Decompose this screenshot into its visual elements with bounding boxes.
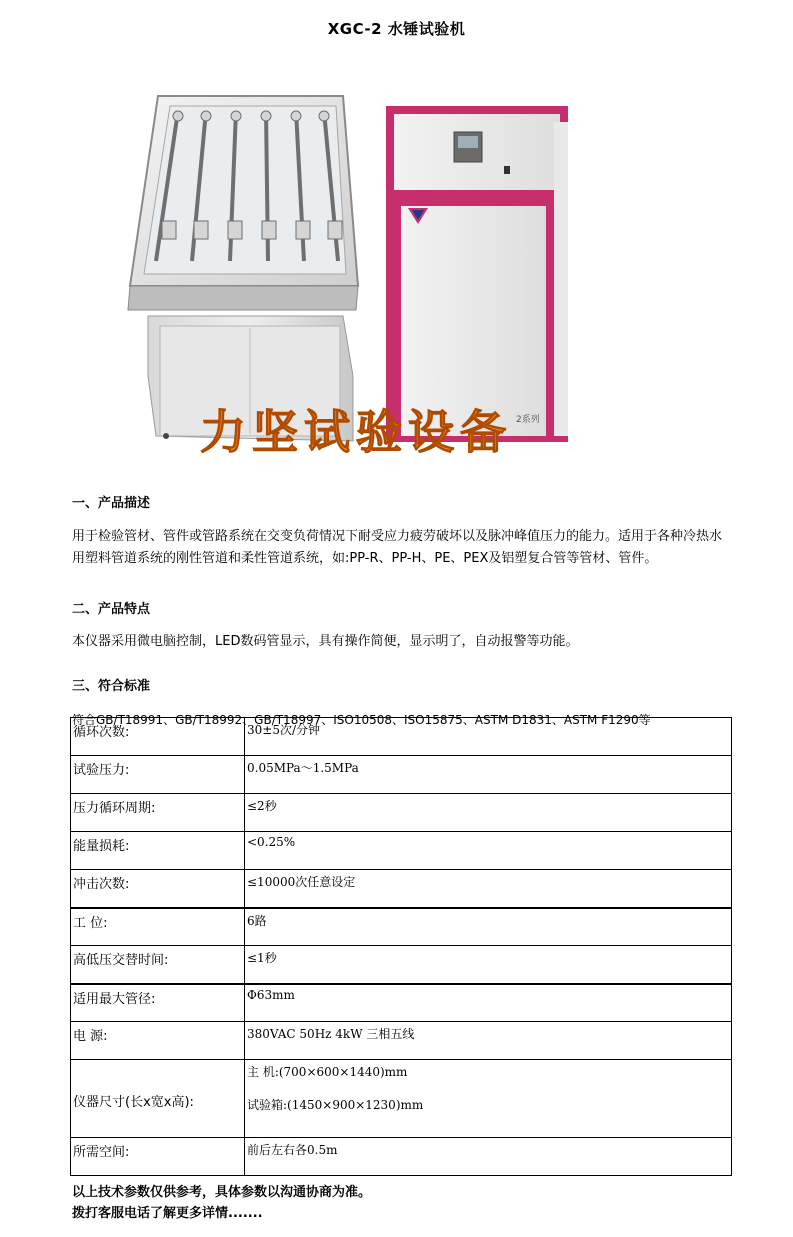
watermark-text: 力坚试验设备 <box>200 405 512 459</box>
spec-row <box>71 946 732 984</box>
spec-label: 仪器尺寸(长x宽x高): <box>71 1060 245 1138</box>
spec-value-line: 主 机:(700×600×1440)mm <box>247 1065 408 1079</box>
section-text-1: 用于检验管材、管件或管路系统在交变负荷情况下耐受应力疲劳破坏以及脉冲峰值压力的能力。适用于各种冷热水用塑料管道系统的刚性管道和柔性管道系统，如:PP-R、PP-H、PE、PEX及铝塑复合管等管材、管件。 <box>72 529 723 566</box>
spec-label: 工 位: <box>71 908 245 946</box>
spec-value: <0.25% <box>245 832 732 870</box>
section-text-2: 本仪器采用微电脑控制，LED数码管显示，具有操作简便，显示明了，自动报警等功能。 <box>72 634 579 649</box>
section-heading-3: 三、符合标准 <box>72 679 151 694</box>
spec-value: 30±5次/分钟 <box>245 718 732 756</box>
spec-value: ≤1秒 <box>245 946 732 984</box>
spec-value: 0.05MPa～1.5MPa <box>245 756 732 794</box>
section-heading-1: 一、产品描述 <box>72 496 151 511</box>
spec-row <box>71 984 732 1022</box>
spec-row <box>71 718 732 756</box>
spec-row <box>71 756 732 794</box>
spec-label: 试验压力: <box>71 756 245 794</box>
product-photo <box>118 66 610 470</box>
spec-label: 压力循环周期: <box>71 794 245 832</box>
spec-value: 6路 <box>245 908 732 946</box>
spec-row <box>71 908 732 946</box>
spec-label: 所需空间: <box>71 1138 245 1176</box>
spec-table <box>70 717 732 1176</box>
spec-value-line: 试验箱:(1450×900×1230)mm <box>247 1098 424 1112</box>
spec-label: 适用最大管径: <box>71 984 245 1022</box>
spec-row <box>71 832 732 870</box>
spec-row <box>71 794 732 832</box>
cabinet-series-label: 2系列 <box>516 415 540 425</box>
spec-row <box>71 1138 732 1176</box>
section-heading-2: 二、产品特点 <box>72 602 151 617</box>
spec-row <box>71 870 732 908</box>
spec-value: ≤2秒 <box>245 794 732 832</box>
spec-label: 能量损耗: <box>71 832 245 870</box>
spec-value: 前后左右各0.5m <box>245 1138 732 1176</box>
spec-label: 循环次数: <box>71 718 245 756</box>
spec-value: Φ63mm <box>245 984 732 1022</box>
spec-value: ≤10000次任意设定 <box>245 870 732 908</box>
section-text-3-clipped: 符合GB/T18991、GB/T18992、GB/T18997、ISO10508、ISO15875、ASTM D1831、ASTM F1290等 <box>72 713 651 727</box>
spec-label: 电 源: <box>71 1022 245 1060</box>
spec-value: 380VAC 50Hz 4kW 三相五线 <box>245 1022 732 1060</box>
spec-row <box>71 1060 732 1138</box>
footer-note: 以上技术参数仅供参考，具体参数以沟通协商为准。 <box>72 1185 372 1200</box>
footer-contact: 拨打客服电话了解更多详情....... <box>72 1206 263 1221</box>
spec-label: 冲击次数: <box>71 870 245 908</box>
spec-label: 高低压交替时间: <box>71 946 245 984</box>
page-title: XGC-2 水锤试验机 <box>327 20 466 38</box>
spec-row <box>71 1022 732 1060</box>
spec-value <box>245 1060 732 1138</box>
